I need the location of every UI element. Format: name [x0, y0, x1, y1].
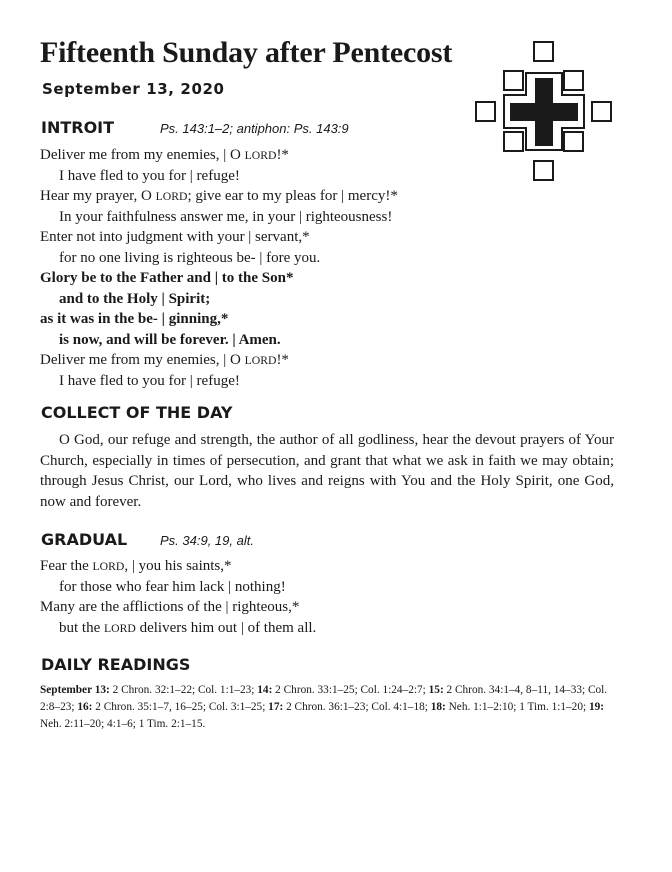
divine-name: LORD — [92, 560, 125, 573]
reading-passages: 2 Chron. 36:1–23; Col. 4:1–18; — [286, 701, 428, 713]
gradual-line — [40, 618, 316, 639]
divine-name: LORD — [244, 354, 277, 367]
line-text: !* — [276, 147, 289, 163]
line-text: for no one living is righteous be- | fore you. — [59, 249, 321, 266]
gradual-heading: GRADUAL — [41, 530, 128, 549]
reading-day-label: 19: — [588, 701, 604, 713]
reading-passages: 2 Chron. 35:1–7, 16–25; Col. 3:1–25; — [95, 701, 266, 713]
line-text: Enter not into judgment with your | servant,* — [40, 229, 310, 245]
line-text: is now, and will be forever. | Amen. — [59, 331, 281, 348]
introit-line — [40, 289, 398, 310]
gradual-reference: Ps. 34:9, 19, alt. — [160, 533, 254, 548]
cross-emblem-icon — [474, 40, 614, 182]
reading-day-label: September 13: — [40, 684, 110, 696]
introit-text — [40, 145, 398, 391]
line-text: ; give ear to my pleas for | mercy!* — [187, 188, 398, 204]
daily-readings-heading: DAILY READINGS — [41, 655, 191, 674]
introit-heading: INTROIT — [41, 118, 115, 137]
daily-readings-text — [40, 682, 614, 733]
collect-text: O God, our refuge and strength, the author of all godliness, hear the devout prayers of Your Church, especially in times of persecution, and grant that what we ask in faith we may obtain; through Jesus Christ, our Lord, who lives and reigns with You and the Holy Spirit, one God, now and forever. — [40, 432, 614, 510]
line-text: and to the Holy | Spirit; — [59, 290, 211, 307]
reading-passages: Neh. 1:1–2:10; 1 Tim. 1:1–20; — [448, 701, 587, 713]
line-text: I have fled to you for | refuge! — [59, 372, 240, 389]
reading-day-label: 15: — [428, 684, 444, 696]
line-text: Hear my prayer, O — [40, 188, 156, 204]
reading-passages: 2 Chron. 33:1–25; Col. 1:24–2:7; — [275, 684, 426, 696]
line-text: In your faithfulness answer me, in your | righteousness! — [59, 208, 393, 225]
line-text: I have fled to you for | refuge! — [59, 167, 240, 184]
introit-line — [40, 145, 398, 166]
line-text: Deliver me from my enemies, | O — [40, 352, 245, 368]
gradual-line — [40, 556, 316, 577]
introit-line — [40, 186, 398, 207]
introit-line — [40, 227, 398, 248]
introit-reference: Ps. 143:1–2; antiphon: Ps. 143:9 — [160, 121, 349, 136]
line-text: for those who fear him lack | nothing! — [59, 578, 286, 595]
reading-day-label: 17: — [268, 701, 284, 713]
reading-day-label: 16: — [77, 701, 93, 713]
gradual-text — [40, 556, 316, 638]
introit-line — [40, 207, 398, 228]
collect-heading: COLLECT OF THE DAY — [41, 403, 233, 422]
reading-day-label: 14: — [257, 684, 273, 696]
reading-passages: 2 Chron. 34:1–4, 8–11, 14–33; Col. 2:8–23; — [40, 684, 608, 713]
reading-day-label: 18: — [430, 701, 446, 713]
introit-line — [40, 371, 398, 392]
service-date: September 13, 2020 — [42, 80, 225, 98]
line-text: Fear the — [40, 558, 93, 574]
line-text: Deliver me from my enemies, | O — [40, 147, 245, 163]
introit-line — [40, 166, 398, 187]
introit-line — [40, 330, 398, 351]
divine-name: LORD — [244, 149, 277, 162]
line-text: as it was in the be- | ginning,* — [40, 311, 229, 327]
line-text: !* — [276, 352, 289, 368]
introit-line — [40, 268, 398, 289]
divine-name: LORD — [104, 621, 136, 635]
line-text: Many are the afflictions of the | righteous,* — [40, 599, 300, 615]
line-text: Glory be to the Father and | to the Son* — [40, 270, 294, 286]
introit-line — [40, 248, 398, 269]
page-title: Fifteenth Sunday after Pentecost — [40, 36, 453, 69]
gradual-line — [40, 577, 316, 598]
line-text: delivers him out | of them all. — [135, 619, 317, 636]
introit-line — [40, 309, 398, 330]
gradual-line — [40, 597, 316, 618]
reading-passages: 2 Chron. 32:1–22; Col. 1:1–23; — [112, 684, 255, 696]
reading-passages: Neh. 2:11–20; 4:1–6; 1 Tim. 2:1–15. — [40, 718, 206, 730]
divine-name: LORD — [155, 190, 188, 203]
line-text: but the — [59, 619, 104, 636]
line-text: , | you his saints,* — [124, 558, 232, 574]
introit-line — [40, 350, 398, 371]
